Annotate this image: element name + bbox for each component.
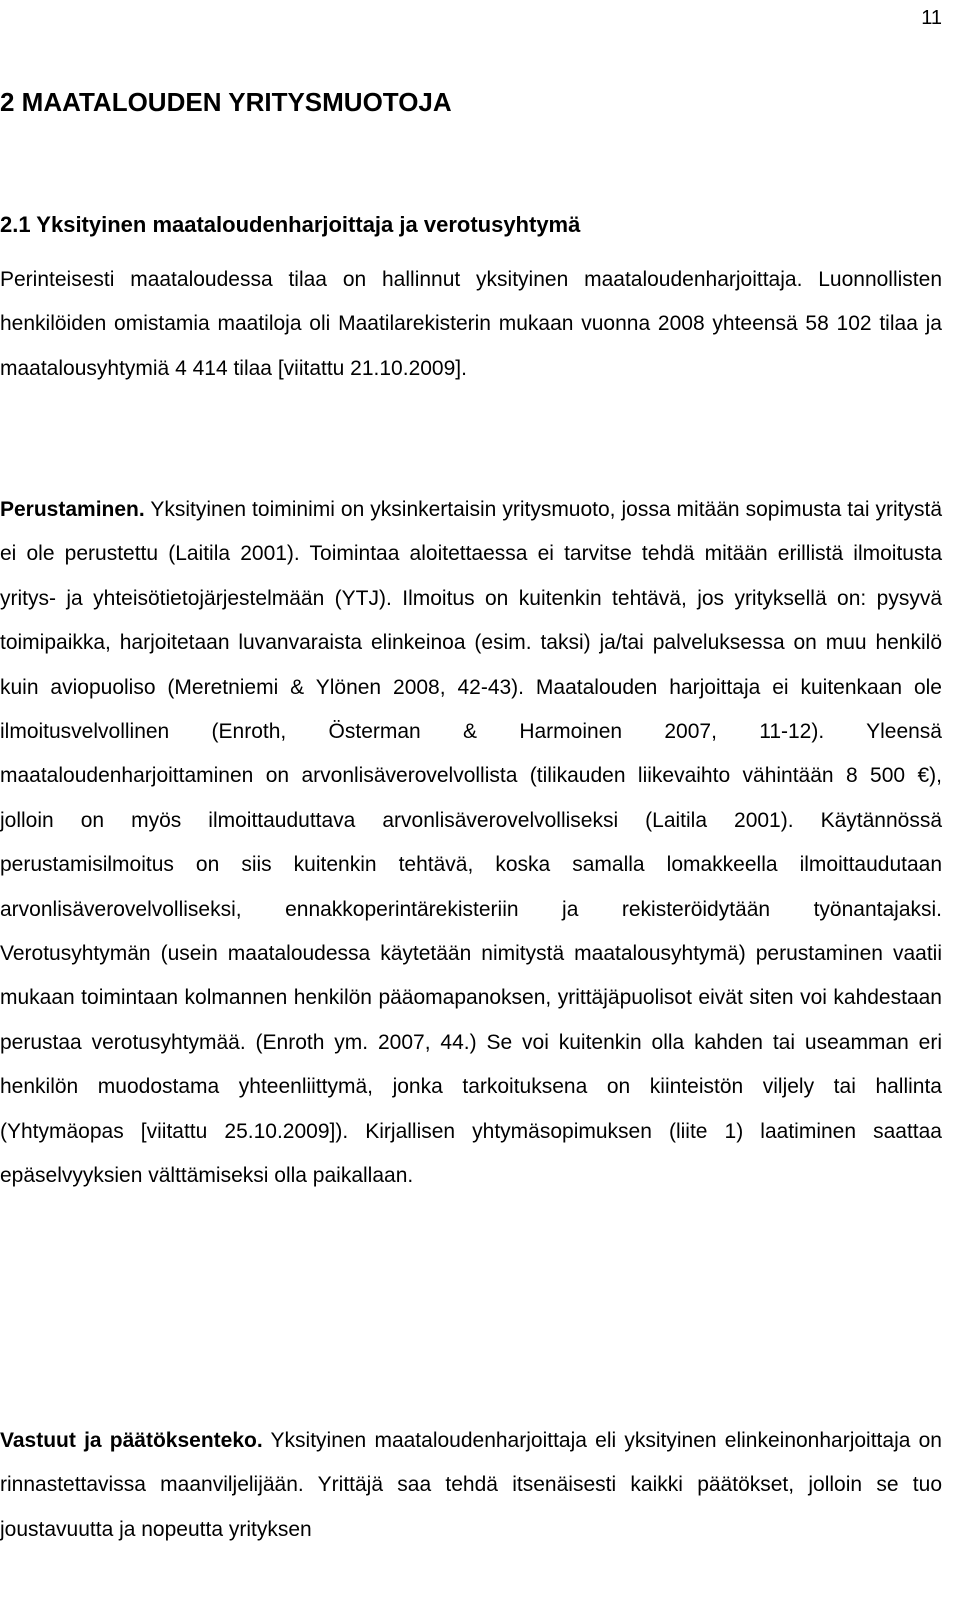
chapter-heading: 2 MAATALOUDEN YRITYSMUOTOJA — [0, 87, 452, 117]
founding-paragraph — [0, 488, 942, 1199]
founding-text: Yksityinen toiminimi on yksinkertaisin yritysmuoto, jossa mitään sopimusta tai yritystä ei ole perustettu (Laitila 2001). Toimintaa aloitettaessa ei tarvitse tehdä mitään erillistä ilmoitusta yritys- ja yhteisötietojärjestelmään (YTJ). Ilmoitus on kuitenkin tehtävä, jos yrityksellä on: pysyvä toimipaikka, harjoitetaan luvanvaraista elinkeinoa (esim. taksi) ja/tai palveluksessa on muu henkilö kuin aviopuoliso (Meretniemi & Ylönen 2008, 42-43). Maatalouden harjoittaja ei kuitenkaan ole ilmoitusvelvollinen (Enroth, Österman & Harmoinen 2007, 11-12). Yleensä maataloudenharjoittaminen on arvonlisäverovelvollista (tilikauden liikevaihto vähintään 8 500 €), jolloin on myös ilmoittauduttava arvonlisäverovelvolliseksi (Laitila 2001). Käytännössä perustamisilmoitus on siis kuitenkin tehtävä, koska samalla lomakkeella ilmoittaudutaan arvonlisäverovelvolliseksi, ennakkoperintärekisteriin ja rekisteröidytään työnantajaksi. Verotusyhtymän (usein maataloudessa käytetään nimitystä maatalousyhtymä) perustaminen vaatii mukaan toimintaan kolmannen henkilön pääomapanoksen, yrittäjäpuolisot eivät siten voi kahdestaan perustaa verotusyhtymää. (Enroth ym. 2007, 44.) Se voi kuitenkin olla kahden tai useamman eri henkilön muodostama yhteenliittymä, jonka tarkoituksena on kiinteistön viljely tai hallinta (Yhtymäopas [viitattu 25.10.2009]). Kirjallisen yhtymäsopimuksen (liite 1) laatiminen saattaa epäselvyyksien välttämiseksi olla paikallaan. — [0, 498, 942, 1188]
responsibility-lead: Vastuut ja päätöksenteko. — [0, 1429, 263, 1452]
page-number: 11 — [921, 7, 942, 29]
founding-lead: Perustaminen. — [0, 498, 145, 521]
responsibility-text: Yksityinen maataloudenharjoittaja eli yksityinen elinkeinonharjoittaja on rinnastettavissa maanviljelijään. Yrittäjä saa tehdä itsenäisesti kaikki päätökset, jolloin se tuo joustavuutta ja nopeutta yrityksen — [0, 1429, 942, 1541]
intro-paragraph: Perinteisesti maataloudessa tilaa on hallinnut yksityinen maataloudenharjoittaja. Luonnollisten henkilöiden omistamia maatiloja oli Maatilarekisterin mukaan vuonna 2008 yhteensä 58 102 tilaa ja maatalousyhtymiä 4 414 tilaa [viitattu 21.10.2009]. — [0, 268, 942, 380]
responsibility-paragraph — [0, 1419, 942, 1552]
section-heading: 2.1 Yksityinen maataloudenharjoittaja ja verotusyhtymä — [0, 212, 581, 237]
